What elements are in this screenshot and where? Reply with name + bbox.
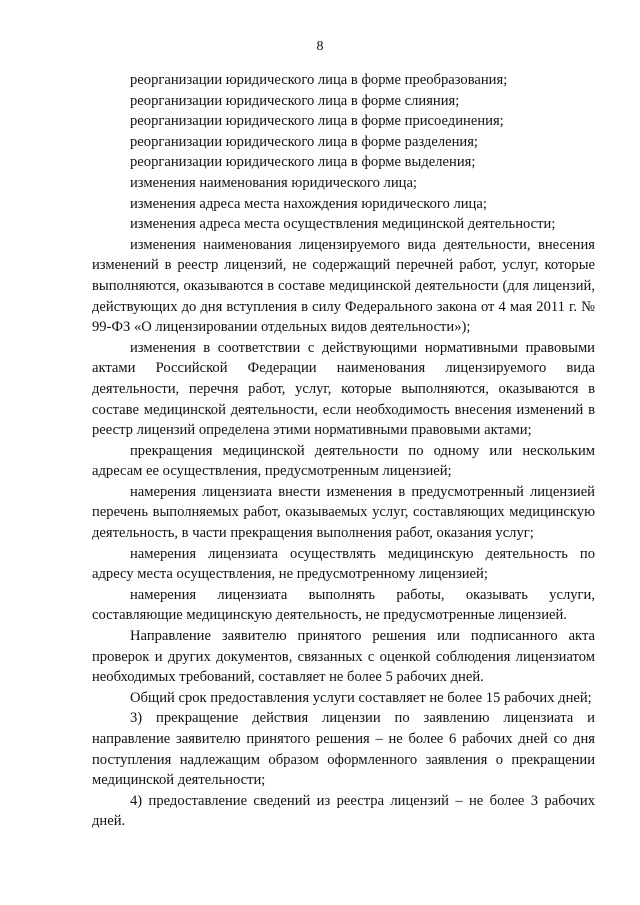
paragraph: реорганизации юридического лица в форме выделения; (130, 154, 476, 171)
paragraph: реорганизации юридического лица в форме преобразования; (130, 72, 508, 88)
paragraph: намерения лицензиата выполнять работы, оказывать услуги, составляющие медицинскую деятельность, не предусмотренные лицензией. (92, 586, 595, 624)
paragraph: намерения лицензиата внести изменения в предусмотренный лицензией перечень выполняемых работ, оказываемых услуг, составляющих медицинскую деятельность, в части прекращения выполнения работ, оказания услуг; (92, 483, 595, 542)
paragraph: реорганизации юридического лица в форме присоединения; (130, 113, 504, 130)
paragraph: Направление заявителю принятого решения или подписанного акта проверок и других документов, связанных с оценкой соблюдения лицензиатом необходимых требований, составляет не более 5 рабочих дней. (92, 628, 595, 686)
paragraph: реорганизации юридического лица в форме разделения; (130, 133, 478, 150)
paragraph: 4) предоставление сведений из реестра лицензий – не более 3 рабочих дней. (92, 792, 595, 830)
document-body (92, 70, 595, 832)
paragraph: 3) прекращение действия лицензии по заявлению лицензиата и направление заявителю принятого решения – не более 6 рабочих дней со дня поступления надлежащим образом оформленного заявления о прекращении медицинской деятельности; (92, 710, 595, 789)
paragraph: реорганизации юридического лица в форме слияния; (130, 92, 460, 109)
paragraph: намерения лицензиата осуществлять медицинскую деятельность по адресу места осуществления, не предусмотренному лицензией; (92, 545, 595, 583)
paragraph: Общий срок предоставления услуги составляет не более 15 рабочих дней; (130, 689, 592, 706)
paragraph: изменения наименования лицензируемого вида деятельности, внесения изменений в реестр лицензий, не содержащий перечней работ, услуг, которые выполняются, оказываются в составе медицинской деятельности (для лицензий, действующих до дня вступления в силу Федерального закона от 4 мая 2011 г. № 99-ФЗ «О лицензировании отдельных видов деятельности»); (92, 236, 595, 336)
paragraph: прекращения медицинской деятельности по одному или нескольким адресам ее осуществления, предусмотренным лицензией; (92, 442, 595, 480)
paragraph: изменения наименования юридического лица; (130, 174, 417, 191)
paragraph: изменения адреса места осуществления медицинской деятельности; (130, 216, 556, 233)
page-number: 8 (316, 39, 324, 54)
paragraph: изменения адреса места нахождения юридического лица; (130, 195, 487, 212)
paragraph: изменения в соответствии с действующими нормативными правовыми актами Российской Федерации наименования лицензируемого вида деятельности, перечня работ, услуг, которые выполняются, оказываются в составе медицинской деятельности, если необходимость внесения изменений в реестр лицензий определена этими нормативными правовыми актами; (92, 339, 595, 439)
